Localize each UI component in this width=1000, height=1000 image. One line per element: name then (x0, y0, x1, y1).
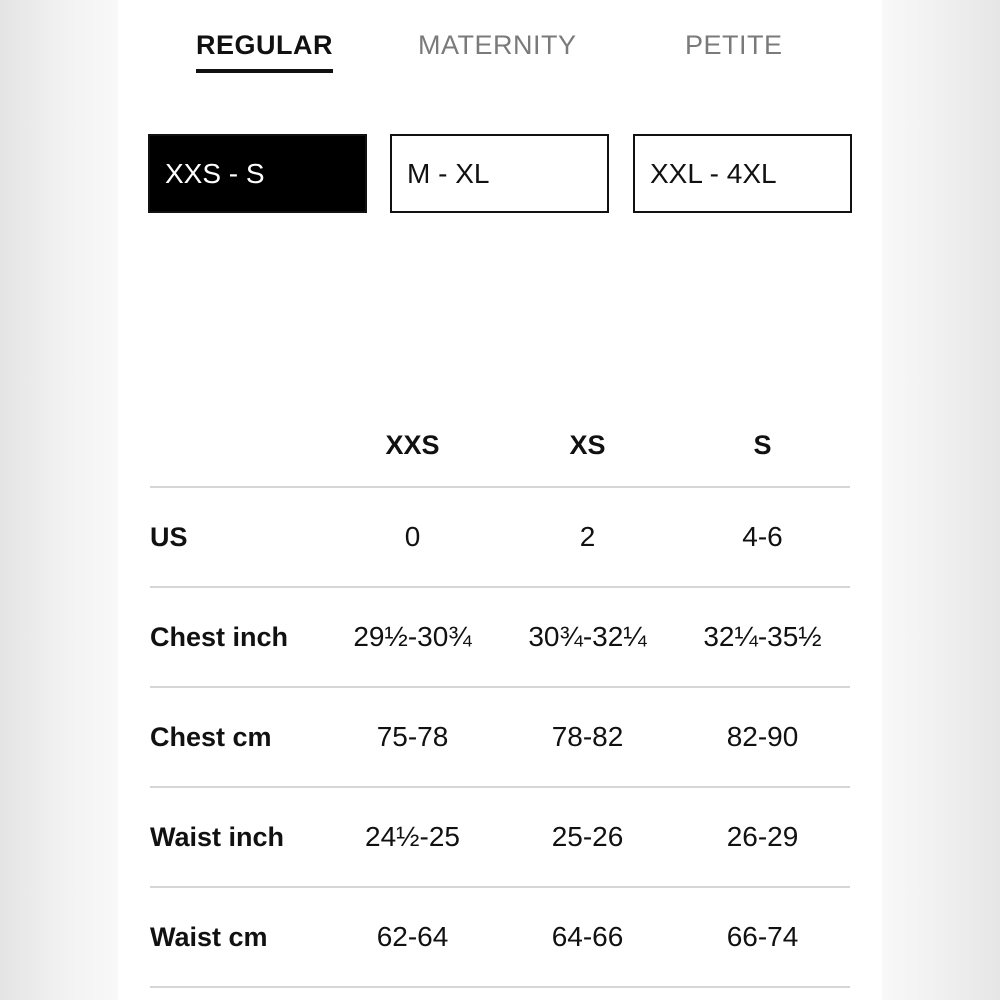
table-cell: 75-78 (376, 721, 449, 752)
range-label-m-xl: M - XL (407, 157, 490, 189)
backdrop-left (0, 0, 118, 1000)
table-cell: 4-6 (742, 521, 783, 552)
table-cell: 32¼-35½ (703, 621, 822, 652)
table-row-waist-cm (150, 888, 850, 988)
size-guide-panel (118, 0, 882, 1000)
table-cell: 26-29 (726, 821, 799, 852)
range-button-xxl-4xl[interactable] (633, 134, 852, 213)
table-cell: 2 (579, 521, 596, 552)
table-cell: 66-74 (726, 921, 799, 952)
table-cell: 24½-25 (365, 821, 460, 852)
range-label-xxs-s: XXS - S (165, 157, 265, 189)
range-button-xxs-s[interactable] (148, 134, 367, 213)
active-tab-underline (196, 69, 333, 73)
table-cell: 64-66 (551, 921, 624, 952)
table-cell: 0 (404, 521, 421, 552)
backdrop-right (882, 0, 1000, 1000)
tab-petite[interactable] (685, 30, 783, 61)
table-cell: 78-82 (551, 721, 624, 752)
column-header-xxs: XXS (385, 429, 440, 460)
tab-petite-label: PETITE (685, 30, 783, 60)
tab-regular[interactable] (196, 30, 333, 61)
row-label-waist-inch: Waist inch (150, 821, 285, 852)
table-row-waist-inch (150, 788, 850, 888)
row-label-chest-cm: Chest cm (150, 721, 272, 752)
table-cell: 30¾-32¼ (528, 621, 647, 652)
table-cell: 29½-30¾ (353, 621, 472, 652)
row-label-us: US (150, 521, 188, 552)
range-label-xxl-4xl: XXL - 4XL (650, 157, 777, 189)
column-header-xs: XS (569, 429, 606, 460)
fit-tabs (118, 0, 882, 90)
table-row-chest-inch (150, 588, 850, 688)
tab-regular-label: REGULAR (196, 30, 333, 60)
table-cell: 62-64 (376, 921, 449, 952)
tab-maternity-label: MATERNITY (418, 30, 577, 60)
table-header-row (150, 404, 850, 488)
table-row-us (150, 488, 850, 588)
table-row-chest-cm (150, 688, 850, 788)
table-cell: 25-26 (551, 821, 624, 852)
row-label-chest-inch: Chest inch (150, 621, 289, 652)
range-button-m-xl[interactable] (390, 134, 609, 213)
tab-maternity[interactable] (418, 30, 577, 61)
size-table (150, 404, 850, 988)
table-cell: 82-90 (726, 721, 799, 752)
row-label-waist-cm: Waist cm (150, 921, 268, 952)
column-header-s: S (753, 429, 772, 460)
